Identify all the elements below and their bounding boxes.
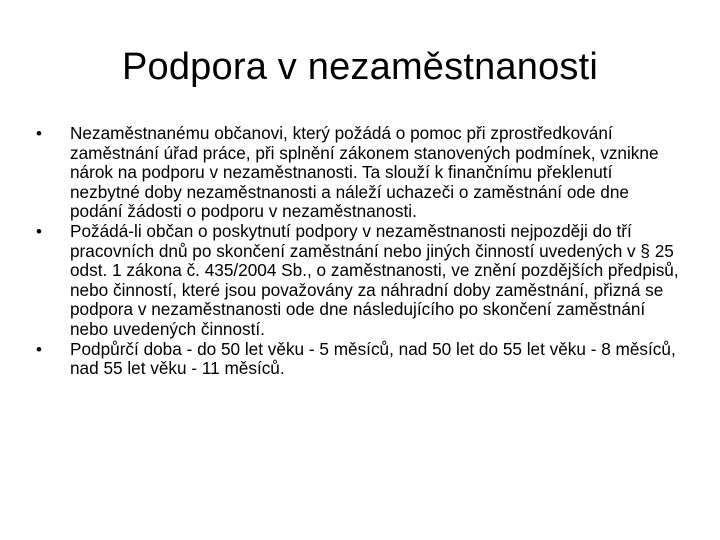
bullet-item-2 [36,222,684,340]
bullet-text: Požádá-li občan o poskytnutí podpory v nezaměstnanosti nejpozději do tří pracovních dnů po skončení zaměstnání nebo jiných činností uvedených v § 25 odst. 1 zákona č. 435/2004 Sb., o zaměstnanosti, ve znění pozdějších předpisů, nebo činností, které jsou považovány za náhradní doby zaměstnání, přizná se podpora v nezaměstnanosti ode dne následujícího po skončení zaměstnání nebo uvedených činností. [70,220,679,339]
bullet-text: Podpůrčí doba - do 50 let věku - 5 měsíců, nad 50 let do 55 let věku - 8 měsíců, nad 55 let věku - 11 měsíců. [70,338,676,379]
bullet-icon: • [36,221,42,241]
bullet-icon: • [36,339,42,359]
bullet-item-3 [36,340,684,379]
slide-title: Podpora v nezaměstnanosti [121,46,599,88]
bullet-icon: • [36,124,42,143]
bullet-item-1 [36,124,684,222]
bullet-list [36,124,684,379]
bullet-text: Nezaměstnanému občanovi, který požádá o pomoc při zprostředkování zaměstnání úřad práce, při splnění zákonem stanovených podmínek, vznikne nárok na podporu v nezaměstnanosti. Ta slouží k finančnímu překlenutí nezbytné doby nezaměstnanosti a náleží uchazeči o zaměstnání ode dne podání žádosti o podporu v nezaměstnanosti. [70,123,659,222]
